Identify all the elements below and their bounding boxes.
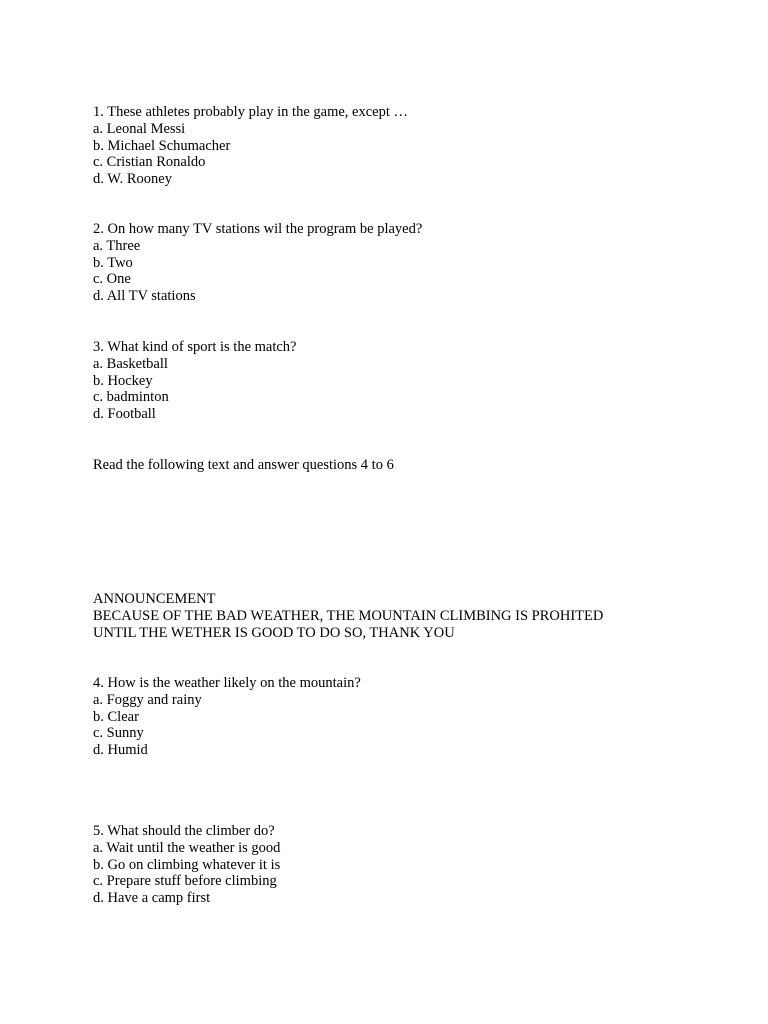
answer-option: c. One bbox=[93, 271, 131, 288]
answer-option: d. Football bbox=[93, 406, 156, 423]
answer-option: d. Humid bbox=[93, 742, 148, 759]
answer-option: c. Prepare stuff before climbing bbox=[93, 873, 277, 890]
answer-option: d. Have a camp first bbox=[93, 890, 211, 907]
answer-option: c. badminton bbox=[93, 389, 169, 406]
instruction-text: Read the following text and answer questions 4 to 6 bbox=[93, 457, 394, 473]
answer-option: a. Basketball bbox=[93, 355, 168, 372]
reading-instruction bbox=[93, 457, 733, 474]
question-prompt: 5. What should the climber do? bbox=[93, 823, 275, 839]
announcement bbox=[93, 591, 733, 641]
answer-option: a. Foggy and rainy bbox=[93, 691, 202, 708]
question-1 bbox=[93, 104, 733, 188]
answer-option: b. Hockey bbox=[93, 372, 153, 389]
answer-option: a. Wait until the weather is good bbox=[93, 839, 281, 856]
announcement-heading: ANNOUNCEMENT bbox=[93, 591, 216, 607]
answer-option: b. Go on climbing whatever it is bbox=[93, 856, 281, 873]
answer-option: b. Michael Schumacher bbox=[93, 137, 231, 154]
announcement-line: UNTIL THE WETHER IS GOOD TO DO SO, THANK YOU bbox=[93, 624, 455, 641]
answer-option: b. Two bbox=[93, 254, 133, 271]
answer-option: b. Clear bbox=[93, 708, 139, 725]
answer-option: d. W. Rooney bbox=[93, 171, 172, 188]
question-prompt: 4. How is the weather likely on the mountain? bbox=[93, 675, 361, 691]
question-prompt: 2. On how many TV stations wil the program be played? bbox=[93, 221, 423, 237]
question-2 bbox=[93, 221, 733, 305]
answer-option: c. Sunny bbox=[93, 725, 144, 742]
question-5 bbox=[93, 823, 733, 907]
answer-option: a. Three bbox=[93, 237, 141, 254]
answer-option: d. All TV stations bbox=[93, 288, 196, 305]
question-prompt: 1. These athletes probably play in the game, except … bbox=[93, 104, 409, 120]
announcement-line: BECAUSE OF THE BAD WEATHER, THE MOUNTAIN CLIMBING IS PROHITED bbox=[93, 607, 604, 624]
question-4 bbox=[93, 675, 733, 759]
question-3 bbox=[93, 339, 733, 423]
question-prompt: 3. What kind of sport is the match? bbox=[93, 339, 297, 355]
answer-option: c. Cristian Ronaldo bbox=[93, 154, 206, 171]
answer-option: a. Leonal Messi bbox=[93, 120, 186, 137]
